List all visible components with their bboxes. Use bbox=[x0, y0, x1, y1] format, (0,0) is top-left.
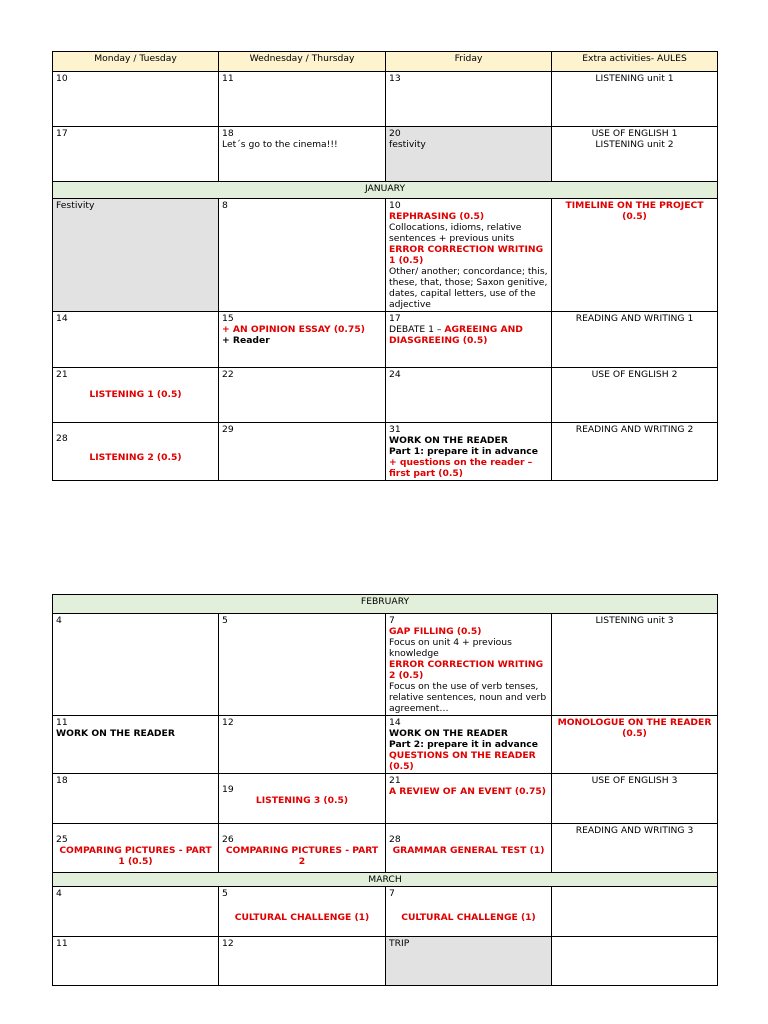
cell bbox=[219, 368, 386, 423]
activity-label: USE OF ENGLISH 2 bbox=[591, 369, 678, 380]
cell bbox=[219, 887, 386, 937]
activity-label: TIMELINE ON THE PROJECT (0.5) bbox=[565, 200, 704, 222]
cell bbox=[219, 614, 386, 716]
day-number: 14 bbox=[389, 717, 401, 728]
extra-activity-cell bbox=[552, 423, 718, 481]
task-title: CULTURAL CHALLENGE (1) bbox=[234, 912, 370, 923]
extra-activity-cell bbox=[552, 614, 718, 716]
cell bbox=[386, 774, 552, 824]
cell bbox=[53, 72, 219, 127]
task-description: Other/ another; concordance; this, these, that, those; Saxon genitive, dates, capital letters, use of the adjective bbox=[389, 266, 548, 310]
day-number: 5 bbox=[222, 888, 228, 899]
cell bbox=[219, 312, 386, 368]
cell bbox=[219, 716, 386, 774]
cell bbox=[53, 368, 219, 423]
cell bbox=[386, 824, 552, 873]
cell bbox=[386, 614, 552, 716]
day-number: 12 bbox=[222, 938, 234, 949]
day-number: 7 bbox=[389, 888, 395, 899]
day-number: 28 bbox=[56, 433, 68, 444]
activity-label: MONOLOGUE ON THE READER (0.5) bbox=[557, 717, 712, 739]
cell bbox=[219, 127, 386, 182]
cell bbox=[219, 199, 386, 312]
schedule-table-january bbox=[52, 51, 718, 481]
cell bbox=[386, 887, 552, 937]
day-number: 20 bbox=[389, 128, 401, 139]
cell bbox=[53, 716, 219, 774]
cell bbox=[386, 127, 552, 182]
extra-activity-cell bbox=[552, 937, 718, 986]
activity-label: READING AND WRITING 2 bbox=[575, 424, 694, 435]
day-number: 21 bbox=[56, 369, 68, 380]
header-friday: Friday bbox=[386, 52, 552, 72]
task-title: COMPARING PICTURES - PART 1 (0.5) bbox=[59, 845, 212, 867]
task-title: WORK ON THE READER bbox=[389, 728, 508, 739]
day-number: 7 bbox=[389, 615, 395, 626]
day-number: 18 bbox=[222, 128, 234, 139]
cell bbox=[53, 127, 219, 182]
cell bbox=[386, 368, 552, 423]
day-number: 24 bbox=[389, 369, 401, 380]
task-title: ERROR CORRECTION WRITING 1 (0.5) bbox=[389, 244, 544, 266]
header-extra-activities: Extra activities- AULES bbox=[552, 52, 718, 72]
day-number: 28 bbox=[389, 834, 401, 845]
cell bbox=[386, 312, 552, 368]
month-band: JANUARY bbox=[53, 182, 718, 199]
task-title: GRAMMAR GENERAL TEST (1) bbox=[392, 845, 545, 856]
task-title: QUESTIONS ON THE READER (0.5) bbox=[389, 750, 536, 772]
task-title: WORK ON THE READER bbox=[56, 728, 175, 739]
cell-note: Festivity bbox=[56, 200, 95, 211]
cell bbox=[219, 423, 386, 481]
cell bbox=[53, 199, 219, 312]
cell bbox=[219, 72, 386, 127]
task-description: Focus on unit 4 + previous knowledge bbox=[389, 637, 512, 659]
extra-activity-cell bbox=[552, 72, 718, 127]
day-number: 4 bbox=[56, 615, 62, 626]
cell bbox=[53, 312, 219, 368]
month-band: FEBRUARY bbox=[53, 595, 718, 614]
schedule-table-february bbox=[52, 594, 718, 986]
cell bbox=[386, 199, 552, 312]
task-title: COMPARING PICTURES - PART 2 bbox=[225, 845, 379, 867]
day-number: 10 bbox=[389, 200, 401, 211]
cell bbox=[53, 937, 219, 986]
day-number: 11 bbox=[56, 938, 68, 949]
month-band: MARCH bbox=[53, 873, 718, 887]
cell-note: festivity bbox=[389, 139, 426, 150]
day-number: 12 bbox=[222, 717, 234, 728]
header-wednesday-thursday: Wednesday / Thursday bbox=[219, 52, 386, 72]
task-prefix: DEBATE 1 – bbox=[389, 324, 445, 335]
cell bbox=[53, 887, 219, 937]
task-title: AGREEING AND DIASGREEING (0.5) bbox=[389, 324, 523, 346]
task-title: LISTENING 2 (0.5) bbox=[89, 452, 182, 463]
extra-activity-cell bbox=[552, 887, 718, 937]
task-title: REPHRASING (0.5) bbox=[389, 211, 485, 222]
activity-label: USE OF ENGLISH 3 bbox=[591, 775, 678, 786]
day-number: 25 bbox=[56, 834, 68, 845]
activity-label: READING AND WRITING 1 bbox=[575, 313, 694, 324]
cell bbox=[53, 824, 219, 873]
task-title: WORK ON THE READER bbox=[389, 435, 508, 446]
activity-label: LISTENING unit 3 bbox=[595, 615, 674, 626]
extra-activity-cell bbox=[552, 824, 718, 873]
day-number: 14 bbox=[56, 313, 68, 324]
task-title: LISTENING 3 (0.5) bbox=[255, 795, 349, 806]
cell bbox=[386, 72, 552, 127]
cell bbox=[53, 614, 219, 716]
day-number: 10 bbox=[56, 73, 68, 84]
task-title: LISTENING 1 (0.5) bbox=[89, 389, 182, 400]
task-title: + questions on the reader – first part (0.5) bbox=[389, 457, 533, 479]
task-title: A REVIEW OF AN EVENT (0.75) bbox=[389, 786, 546, 797]
extra-activity-cell bbox=[552, 774, 718, 824]
day-number: 8 bbox=[222, 200, 228, 211]
day-number: 31 bbox=[389, 424, 401, 435]
task-title: ERROR CORRECTION WRITING 2 (0.5) bbox=[389, 659, 544, 681]
day-number: 21 bbox=[389, 775, 401, 786]
cell bbox=[386, 937, 552, 986]
cell bbox=[53, 774, 219, 824]
day-number: 29 bbox=[222, 424, 234, 435]
cell-note: Let´s go to the cinema!!! bbox=[222, 139, 338, 150]
day-number: 17 bbox=[56, 128, 68, 139]
day-number: 4 bbox=[56, 888, 62, 899]
day-number: 15 bbox=[222, 313, 234, 324]
extra-activity-cell bbox=[552, 127, 718, 182]
day-number: 5 bbox=[222, 615, 228, 626]
header-monday-tuesday: Monday / Tuesday bbox=[53, 52, 219, 72]
task-description: Focus on the use of verb tenses, relative sentences, noun and verb agreement… bbox=[389, 681, 547, 714]
task-description: Collocations, idioms, relative sentences + previous units bbox=[389, 222, 522, 244]
activity-label: READING AND WRITING 3 bbox=[575, 825, 694, 836]
activity-label: USE OF ENGLISH 1 bbox=[591, 128, 678, 139]
cell bbox=[386, 716, 552, 774]
task-title: GAP FILLING (0.5) bbox=[389, 626, 482, 637]
day-number: 11 bbox=[222, 73, 234, 84]
task-note: + Reader bbox=[222, 335, 270, 346]
cell bbox=[219, 774, 386, 824]
task-note: Part 2: prepare it in advance bbox=[389, 739, 538, 750]
day-number: 22 bbox=[222, 369, 234, 380]
cell bbox=[53, 423, 219, 481]
day-number: 26 bbox=[222, 834, 234, 845]
extra-activity-cell bbox=[552, 716, 718, 774]
cell bbox=[219, 824, 386, 873]
day-number: 11 bbox=[56, 717, 68, 728]
extra-activity-cell bbox=[552, 368, 718, 423]
activity-label: LISTENING unit 2 bbox=[595, 139, 674, 150]
day-number: 18 bbox=[56, 775, 68, 786]
extra-activity-cell bbox=[552, 199, 718, 312]
cell bbox=[219, 937, 386, 986]
cell-note: TRIP bbox=[389, 938, 410, 949]
day-number: 13 bbox=[389, 73, 401, 84]
day-number: 19 bbox=[222, 784, 234, 795]
cell bbox=[386, 423, 552, 481]
day-number: 17 bbox=[389, 313, 401, 324]
task-title: + AN OPINION ESSAY (0.75) bbox=[222, 324, 365, 335]
activity-label: LISTENING unit 1 bbox=[595, 73, 674, 84]
task-title: CULTURAL CHALLENGE (1) bbox=[401, 912, 536, 923]
task-note: Part 1: prepare it in advance bbox=[389, 446, 538, 457]
extra-activity-cell bbox=[552, 312, 718, 368]
